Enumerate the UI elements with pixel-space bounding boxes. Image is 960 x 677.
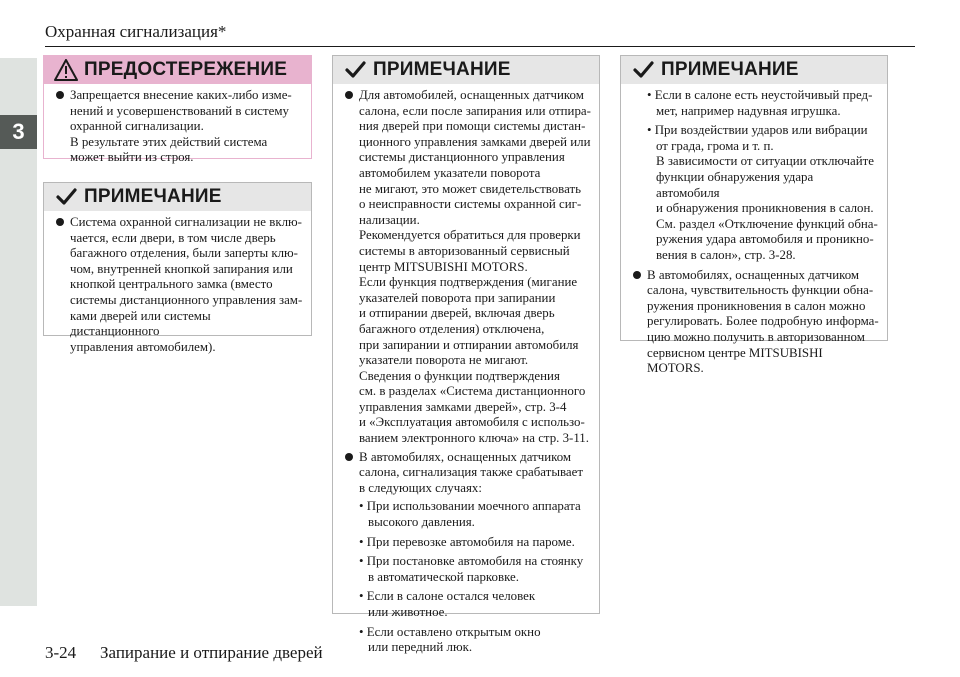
sub-list-item: • При постановке автомобиля на стоянку в автоматической парковке. [359,554,584,584]
page-header-title: Охранная сигнализация* [45,22,227,41]
warning-box-title: ПРЕДОСТЕРЕЖЕНИЕ [84,59,288,80]
header-rule [45,46,915,47]
note-right-item1-text: В автомобилях, оснащенных датчиком салона, чувствительность функции обна- ружения проникновения в салон можно регулировать. Более подробную информа- цию можно получить в авторизованном сервисном центре MITSUBISHI MOTORS. [647,267,879,376]
sub-list [631,88,879,264]
warning-box-header [44,56,311,84]
note-box-right-title: ПРИМЕЧАНИЕ [661,59,799,80]
note-check-icon [631,59,655,81]
list-item [343,88,591,447]
bullet-icon [345,453,353,461]
warning-item-text: Запрещается внесение каких-либо изме- нений и усовершенствований в систему охранной сигнализации. В результате этих действий система может выйти из строя. [70,88,292,165]
chapter-number: 3 [0,115,37,149]
note-box-middle [332,55,600,655]
sub-list-item: • При использовании моечного аппарата высокого давления. [359,499,581,530]
bullet-icon [345,91,353,99]
note-check-icon [54,186,78,208]
page-number: 3-24 [45,643,77,662]
bullet-icon [56,91,64,99]
note-box-middle-header [333,56,599,84]
sub-list-item: • Если в салоне есть неустойчивый пред- мет, например надувная игрушка. [647,88,873,118]
note-check-icon [343,59,367,81]
sub-list-item: • Если оставлено открытым окно или передний люк. [359,624,541,655]
section-title: Запирание и отпирание дверей [100,643,323,662]
note-box-right-body [621,84,887,386]
note-box-left-title: ПРИМЕЧАНИЕ [84,186,222,207]
bullet-icon [56,218,64,226]
note-box-middle-title: ПРИМЕЧАНИЕ [373,59,511,80]
sub-list-item: • При воздействии ударов или вибрации от града, грома и т. п. В зависимости от ситуации отключайте функции обнаружения удара автомобиля и обнаружения проникновения в салон. См. раздел «Отключение функций обна- ружения удара автомобиля и проникно- вения в салон», стр. 3-28. [647,123,878,262]
note-middle-item2-text: В автомобилях, оснащенных датчиком салона, сигнализация также срабатывает в следующих случаях: [359,449,583,495]
list-item [631,268,879,377]
sub-list-item: • Если в салоне остался человек или животное. [359,589,536,619]
warning-triangle-icon [54,59,78,81]
note-box-left-header [44,183,311,211]
warning-box [43,55,312,165]
note-left-item-text: Система охранной сигнализации не вклю- чается, если двери, в том числе дверь багажного отделения, были заперты клю- чом, внутренней кнопкой запирания или кнопкой центрального замка (вместо системы дистанционного управления зам- ками дверей или системы дистанционного управления автомобилем). [70,215,303,354]
note-box-right [620,55,888,376]
note-box-left [43,182,312,354]
note-box-middle-body [333,84,599,666]
sub-list-item: • При перевозке автомобиля на пароме. [359,534,575,549]
warning-box-body [44,84,311,175]
note-box-left-body [44,211,311,364]
bullet-icon [633,271,641,279]
side-chapter-tab [0,58,37,606]
sub-list [359,499,591,655]
note-middle-item1-text: Для автомобилей, оснащенных датчиком салона, если после запирания или отпира- ния дверей при помощи системы дистан- ционного управления замками дверей или системы дистанционного управления автомобилем указатели поворота не мигают, это может свидетельствовать о неисправности системы охранной сиг- нализации. Рекомендуется обратиться для проверки системы в авторизованный сервисный центр MITSUBISHI MOTORS. Если функция подтверждения (мигание указателей поворота при запирании и отпирании дверей, включая дверь багажного отделения) отключена, при запирании и отпирании автомобиля указатели поворота не мигают. Сведения о функции подтверждения см. в разделах «Система дистанционного управления замками дверей», стр. 3-4 и «Эксплуатация автомобиля с использо- ванием электронного ключа» на стр. 3-11. [359,88,591,446]
list-item [54,215,303,355]
list-item [343,450,591,656]
list-item [54,88,303,166]
note-box-right-header [621,56,887,84]
